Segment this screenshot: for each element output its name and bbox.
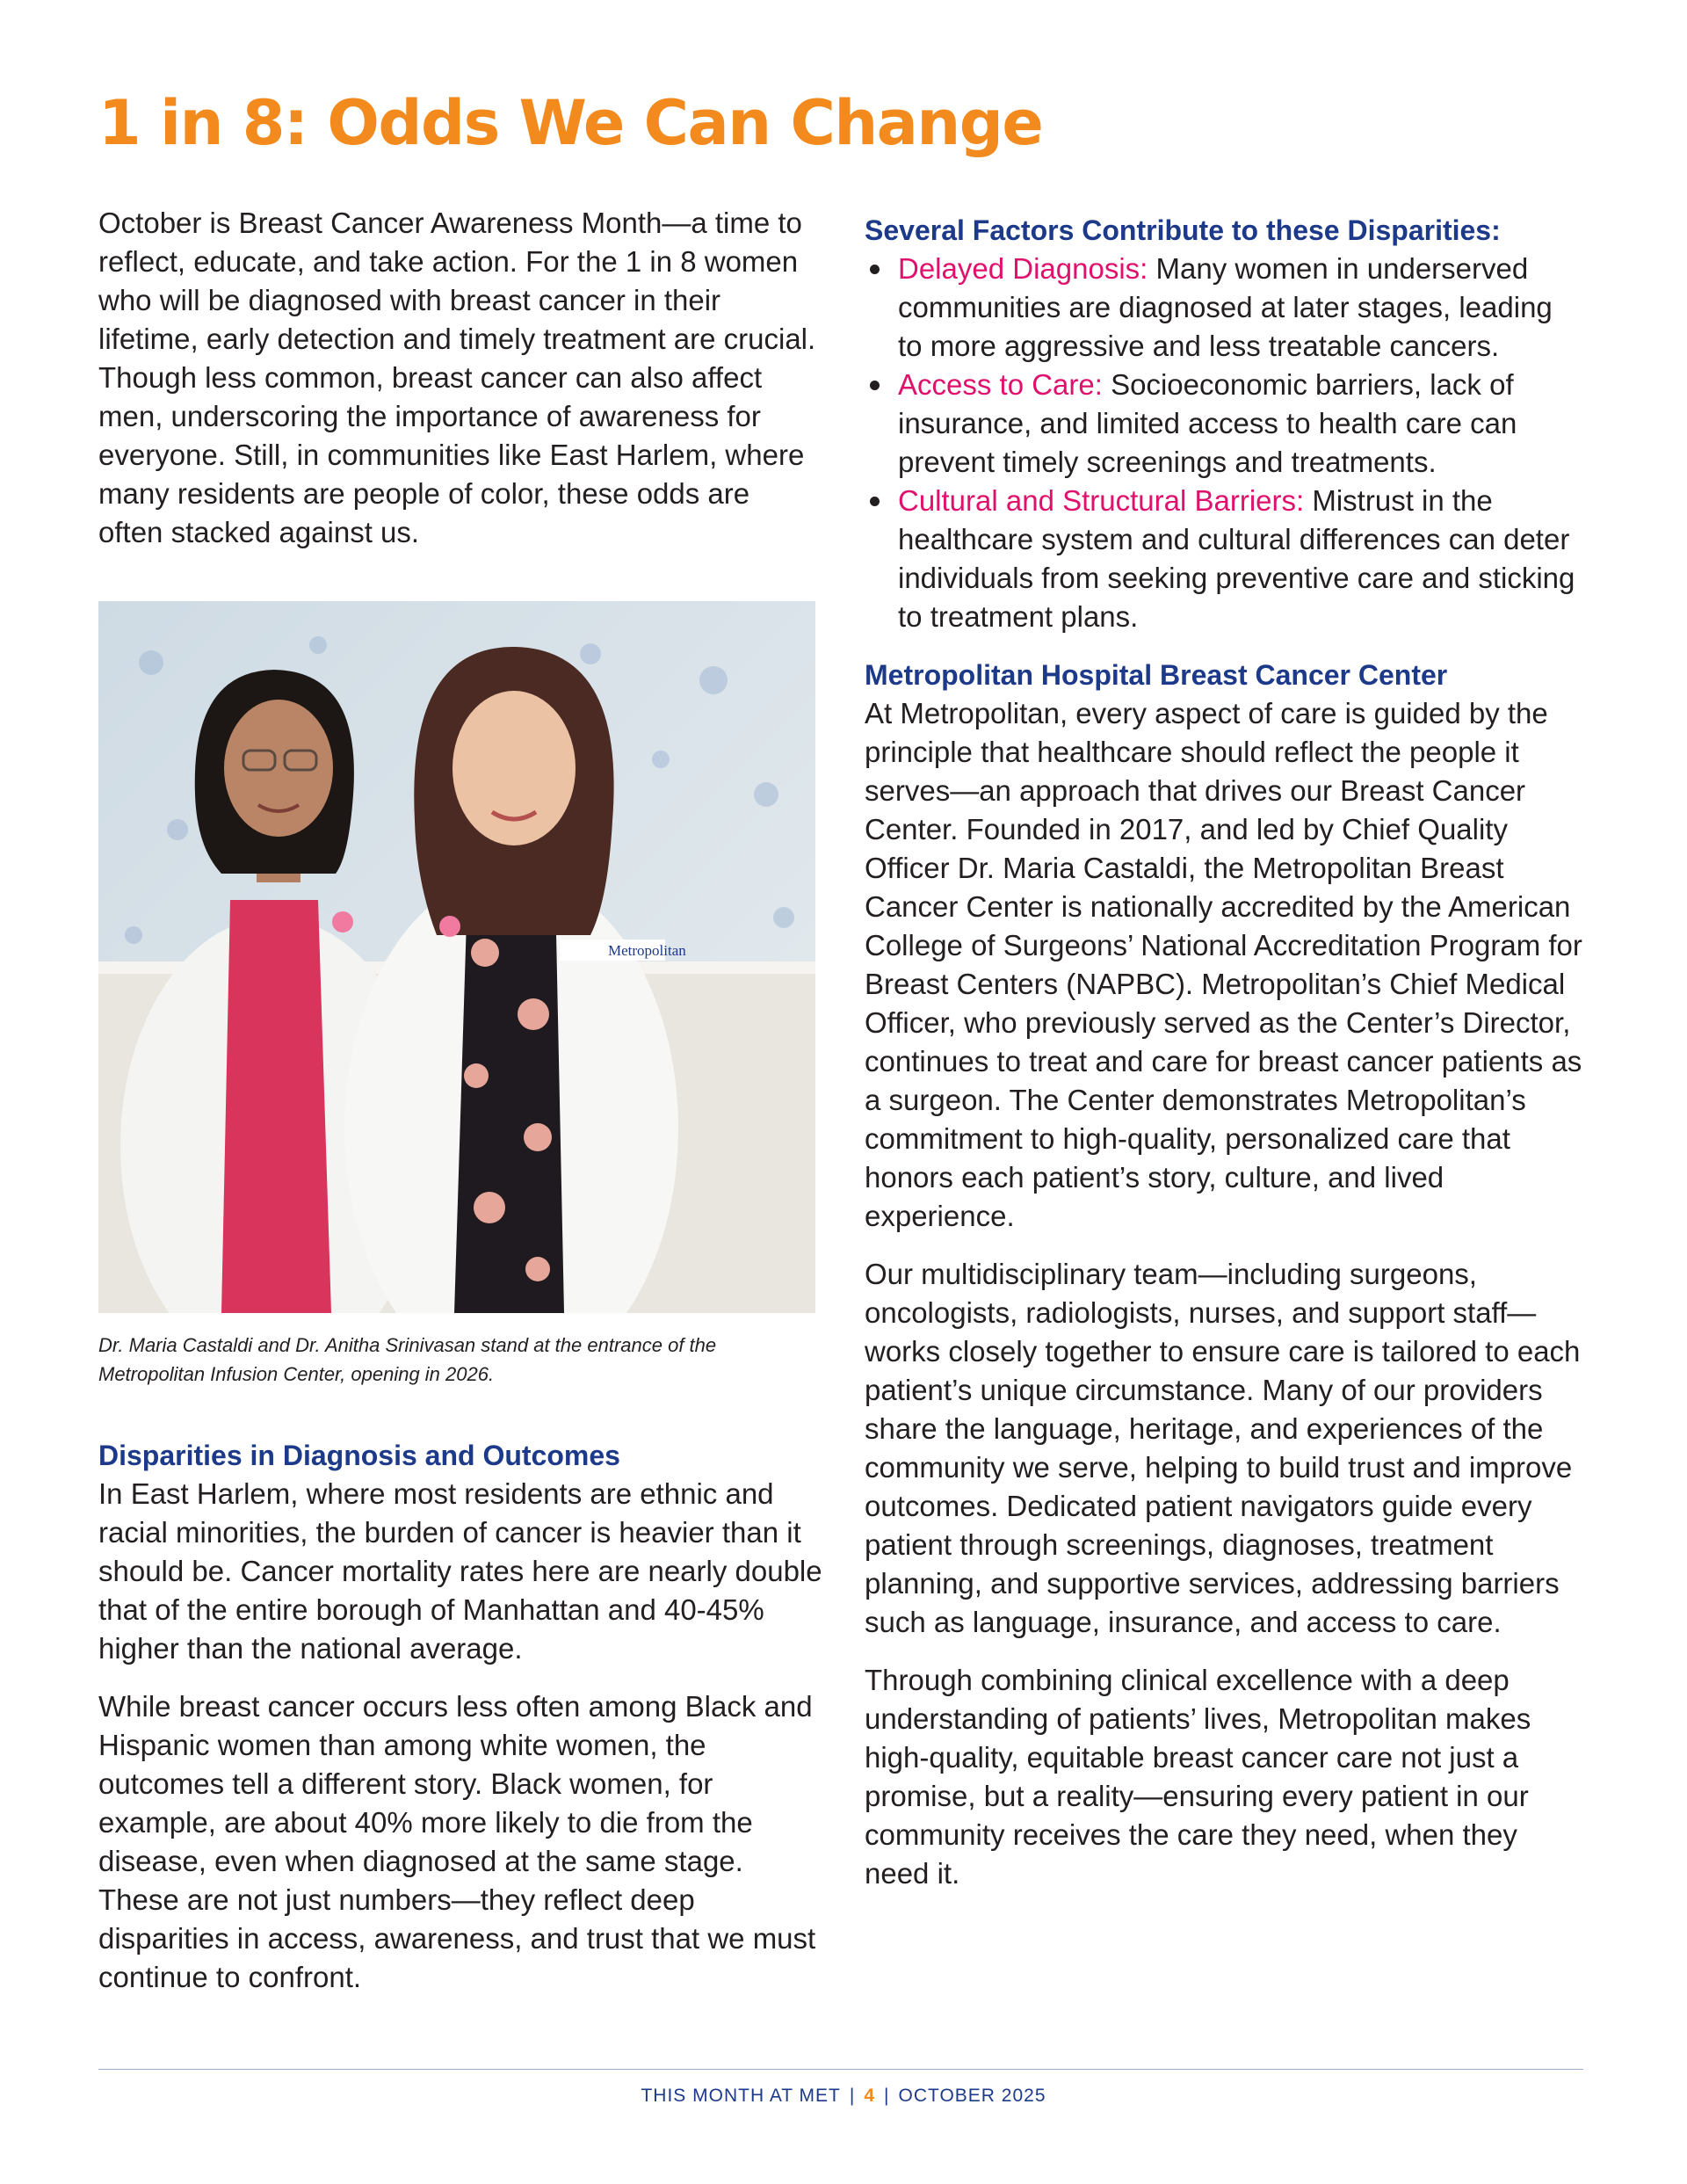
- factors-heading: Several Factors Contribute to these Disparities:: [865, 214, 1501, 246]
- list-item: [865, 482, 1583, 636]
- doctors-photo-illustration: [98, 601, 815, 1313]
- metropolitan-paragraph: At Metropolitan, every aspect of care is guided by the principle that healthcare should reflect the people it serves—an approach that drives our Breast Cancer Center. Founded in 2017, and led by Chief Quality Officer Dr. Maria Castaldi, the Metropolitan Breast Cancer Center is nationally accredited by the American College of Surgeons’ National Accreditation Program for Breast Centers (NAPBC). Metropolitan’s Chief Medical Officer, who previously served as the Center’s Director, continues to treat and care for breast cancer patients as a surgeon. The Center demonstrates Metropolitan’s commitment to high-quality, personalized care that honors each patient’s story, culture, and lived experience.: [865, 697, 1582, 1232]
- footer-separator: |: [884, 2086, 890, 2106]
- photo: [98, 601, 815, 1313]
- page-title: 1 in 8: Odds We Can Change: [98, 87, 1043, 159]
- metropolitan-paragraph: Through combining clinical excellence with a deep understanding of patients’ lives, Metropolitan makes high-quality, equitable breast cancer care not just a promise, but a reality—ensuring every patient in our community receives the care they need, when they need it.: [865, 1664, 1531, 1890]
- factor-text: Many women in underserved communities are diagnosed at later stages, leading to more aggressive and less treatable cancers.: [898, 252, 1553, 362]
- right-column: [865, 211, 1583, 1893]
- disparities-heading: Disparities in Diagnosis and Outcomes: [98, 1440, 620, 1471]
- photo-caption: Dr. Maria Castaldi and Dr. Anitha Srinivasan stand at the entrance of the Metropolitan Infusion Center, opening in 2026.: [98, 1334, 717, 1385]
- factor-text: Socioeconomic barriers, lack of insurance, and limited access to health care can prevent timely screenings and treatments.: [898, 368, 1517, 478]
- factors-list: [865, 250, 1583, 636]
- disparities-paragraph: While breast cancer occurs less often among Black and Hispanic women than among white women, the outcomes tell a different story. Black women, for example, are about 40% more likely to die from the disease, even when diagnosed at the same stage. These are not just numbers—they reflect deep disparities in access, awareness, and trust that we must continue to confront.: [98, 1690, 816, 1993]
- factor-label: Access to Care:: [898, 368, 1103, 401]
- footer-publication: THIS MONTH AT MET: [641, 2086, 841, 2106]
- footer-separator: |: [849, 2086, 856, 2106]
- intro-paragraph: October is Breast Cancer Awareness Month—a time to reflect, educate, and take action. For the 1 in 8 women who will be diagnosed with breast cancer in their lifetime, early detection and timely treatment are crucial. Though less common, breast cancer can also affect men, underscoring the importance of awareness for everyone. Still, in communities like East Harlem, where many residents are people of color, these odds are often stacked against us.: [98, 207, 816, 548]
- left-column: [98, 204, 819, 552]
- list-item: [865, 366, 1583, 482]
- page-footer: [0, 2083, 1687, 2109]
- metropolitan-heading: Metropolitan Hospital Breast Cancer Center: [865, 659, 1448, 691]
- metropolitan-paragraph: Our multidisciplinary team—including surgeons, oncologists, radiologists, nurses, and support staff—works closely together to ensure care is tailored to each patient’s unique circumstance. Many of our providers share the language, heritage, and experiences of the community we serve, helping to build trust and improve outcomes. Dedicated patient navigators guide every patient through screenings, diagnoses, treatment planning, and supportive services, addressing barriers such as language, insurance, and access to care.: [865, 1258, 1581, 1638]
- factor-label: Delayed Diagnosis:: [898, 252, 1148, 285]
- disparities-paragraph: In East Harlem, where most residents are ethnic and racial minorities, the burden of cancer is heavier than it should be. Cancer mortality rates here are nearly double that of the entire borough of Manhattan and 40-45% higher than the national average.: [98, 1477, 822, 1665]
- page-number: 4: [864, 2086, 876, 2106]
- disparities-section: [98, 1436, 828, 1997]
- factor-text: Mistrust in the healthcare system and cultural differences can deter individuals from seeking preventive care and sticking to treatment plans.: [898, 484, 1575, 633]
- footer-divider: [98, 2069, 1583, 2070]
- footer-date: OCTOBER 2025: [898, 2086, 1046, 2106]
- list-item: [865, 250, 1583, 366]
- coat-label: Metropolitan: [608, 942, 686, 959]
- factor-label: Cultural and Structural Barriers:: [898, 484, 1305, 517]
- metropolitan-section: [865, 656, 1583, 1893]
